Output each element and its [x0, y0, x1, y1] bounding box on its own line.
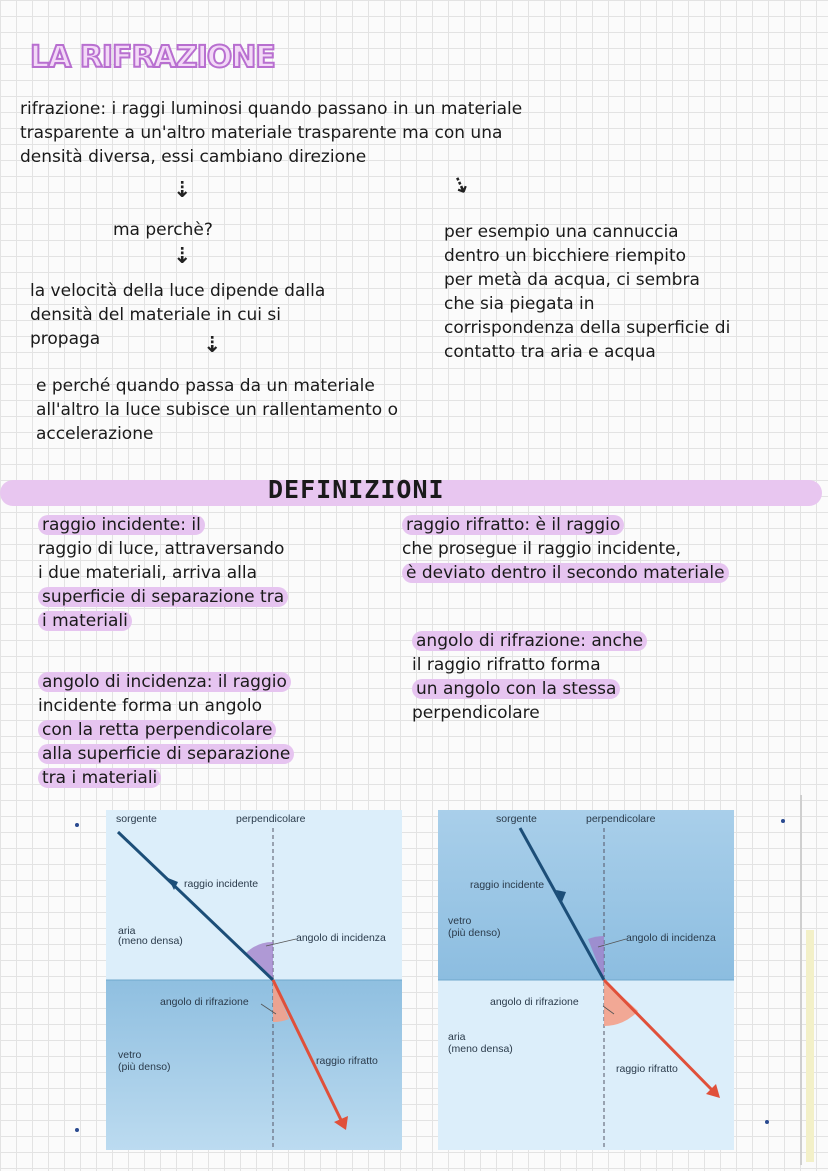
- definition-line: un angolo con la stessa: [412, 677, 647, 701]
- margin-strip: [806, 930, 814, 1162]
- label-medium-top: aria: [118, 925, 136, 937]
- example-text: [444, 220, 730, 364]
- answer-line: propaga: [30, 329, 101, 349]
- example-line: contatto tra aria e acqua: [444, 342, 656, 362]
- diagram-svg: [106, 810, 402, 1150]
- label-incident-ray: raggio incidente: [470, 879, 545, 891]
- definition-line: superficie di separazione tra: [38, 585, 288, 609]
- refraction-diagram-left: [106, 810, 402, 1150]
- intro-text: [20, 97, 522, 169]
- definition-line: angolo di rifrazione: anche: [412, 629, 647, 653]
- arrow-down-icon: ⇣: [447, 171, 475, 202]
- definition-refracted-ray: [402, 513, 729, 585]
- label-medium-bottom-note: (più denso): [118, 1061, 171, 1073]
- label-medium-bottom-note: (meno densa): [448, 1043, 513, 1055]
- definition-line: che prosegue il raggio incidente,: [402, 539, 682, 559]
- label-source: sorgente: [496, 813, 537, 825]
- answer-line: la velocità della luce dipende dalla: [30, 281, 326, 301]
- label-medium-top-note: (più denso): [448, 927, 501, 939]
- refraction-diagram-right: [438, 810, 734, 1150]
- bullet-dot: [75, 1128, 79, 1132]
- label-perpendicular: perpendicolare: [586, 813, 656, 825]
- bullet-dot: [765, 1120, 769, 1124]
- label-refracted-ray: raggio rifratto: [616, 1063, 678, 1075]
- bullet-dot: [75, 823, 79, 827]
- definitions-title: DEFINIZIONI: [268, 475, 445, 504]
- followup-line: e perché quando passa da un materiale: [36, 376, 375, 396]
- answer-text: [30, 279, 325, 351]
- intro-line: densità diversa, essi cambiano direzione: [20, 147, 367, 167]
- label-perpendicular: perpendicolare: [236, 813, 306, 825]
- label-source: sorgente: [116, 813, 157, 825]
- label-medium-bottom: vetro: [118, 1049, 142, 1061]
- air-region: [438, 980, 734, 1150]
- label-incident-ray: raggio incidente: [184, 878, 259, 890]
- definition-incidence-angle: [38, 670, 294, 790]
- question-text: ma perchè?: [113, 220, 213, 240]
- definition-line: i due materiali, arriva alla: [38, 563, 258, 583]
- followup-line: accelerazione: [36, 424, 154, 444]
- example-line: dentro un bicchiere riempito: [444, 246, 687, 266]
- intro-line: trasparente a un'altro materiale trasparente ma con una: [20, 123, 503, 143]
- definition-line: il raggio rifratto forma: [412, 655, 601, 675]
- bullet-dot: [781, 819, 785, 823]
- definition-refraction-angle: [412, 629, 647, 725]
- example-line: che sia piegata in: [444, 294, 595, 314]
- label-refracted-ray: raggio rifratto: [316, 1055, 378, 1067]
- definition-line: tra i materiali: [38, 766, 294, 790]
- definition-incident-ray: [38, 513, 288, 633]
- label-medium-bottom: aria: [448, 1031, 466, 1043]
- divider-line: [800, 795, 802, 1165]
- example-line: per metà da acqua, ci sembra: [444, 270, 700, 290]
- definition-line: angolo di incidenza: il raggio: [38, 670, 294, 694]
- definition-line: raggio rifratto: è il raggio: [402, 513, 729, 537]
- arrow-down-icon: ⇣: [173, 244, 192, 269]
- definition-line: raggio di luce, attraversando: [38, 539, 285, 559]
- definition-line: raggio incidente: il: [38, 513, 288, 537]
- label-incidence-angle: angolo di incidenza: [626, 932, 716, 944]
- label-refraction-angle: angolo di rifrazione: [490, 996, 579, 1008]
- page-title: LA RIFRAZIONE: [30, 40, 275, 75]
- followup-text: [36, 374, 398, 446]
- definition-line: incidente forma un angolo: [38, 696, 263, 716]
- intro-line: rifrazione: i raggi luminosi quando passano in un materiale: [20, 99, 523, 119]
- label-medium-top-note: (meno densa): [118, 935, 183, 947]
- arrow-down-icon: ⇣: [203, 333, 222, 358]
- example-line: per esempio una cannuccia: [444, 222, 679, 242]
- diagram-svg: [438, 810, 734, 1150]
- definition-line: i materiali: [38, 609, 288, 633]
- glass-region: [438, 810, 734, 980]
- definition-line: perpendicolare: [412, 703, 540, 723]
- label-medium-top: vetro: [448, 915, 472, 927]
- example-line: corrispondenza della superficie di: [444, 318, 731, 338]
- definition-line: alla superficie di separazione: [38, 742, 294, 766]
- answer-line: densità del materiale in cui si: [30, 305, 282, 325]
- label-refraction-angle: angolo di rifrazione: [160, 996, 249, 1008]
- followup-line: all'altro la luce subisce un rallentamento o: [36, 400, 399, 420]
- definition-line: con la retta perpendicolare: [38, 718, 294, 742]
- arrow-down-icon: ⇣: [173, 178, 192, 203]
- label-incidence-angle: angolo di incidenza: [296, 932, 386, 944]
- definition-line: è deviato dentro il secondo materiale: [402, 561, 729, 585]
